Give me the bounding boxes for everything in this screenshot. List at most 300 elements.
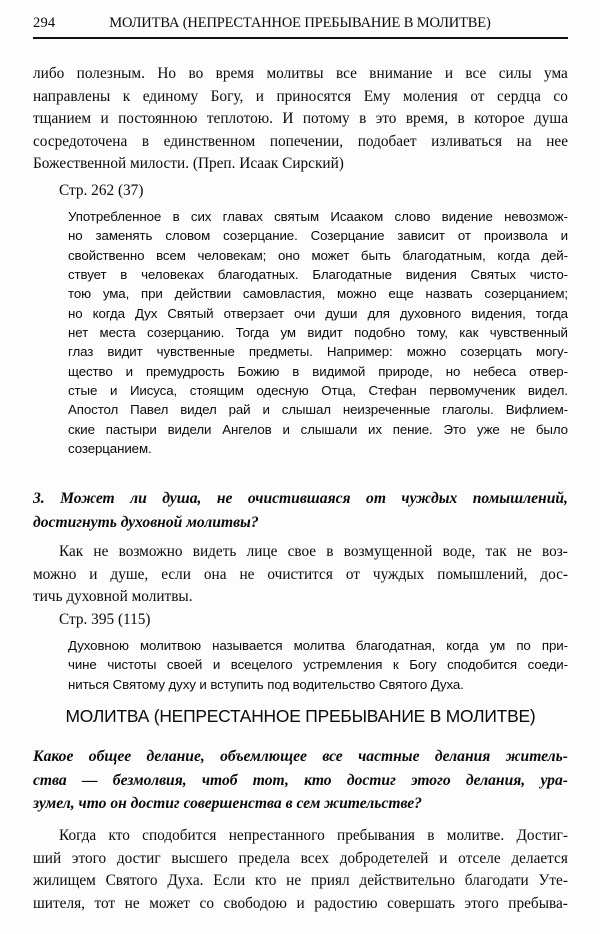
word: молитвою [139,638,201,653]
word: от [457,228,471,244]
quote-line [68,342,568,361]
quotation-block-2 [68,636,568,694]
word: очистившаяся [247,490,351,507]
word: общее [88,748,132,765]
word: и [109,383,118,399]
word: время, [405,110,449,128]
word: Какое [33,748,74,765]
word: благодатным, [402,247,486,263]
word: которое [474,110,525,128]
word: тщанием [33,110,92,128]
word: делается [511,849,568,867]
word: Апостол [68,402,119,418]
word: отвер- [529,363,568,379]
word: к [392,657,399,673]
word: чистоты [107,657,157,673]
word: направлены [33,87,111,105]
word: одесную [256,383,309,399]
word: при [141,286,163,302]
word: духовного [399,305,462,321]
section-title: МОЛИТВА (НЕПРЕСТАННОЕ ПРЕБЫВАНИЕ В МОЛИТВЕ) [65,706,536,726]
word: зависит [397,228,445,244]
word: невозмож- [504,209,568,224]
word: благодатная, [355,638,436,653]
word: может [149,894,190,912]
word: не [516,543,532,560]
heading-line [33,769,568,793]
word: чтоб [201,771,238,789]
word: и [560,228,568,244]
heading-line: зумел, что он достиг совершенства в сем жительстве? [33,795,422,812]
quote-line [68,323,568,342]
word: этого [464,894,499,912]
heading-line: достигнуть духовной молитвы? [33,513,259,531]
word: видения [405,267,457,283]
quote-line: ниться Святому духу и вступить под водительство Святого Духа. [68,676,464,692]
source-reference-text: Стр. 262 (37) [59,182,144,199]
word: ший [33,849,62,867]
word: видение [441,209,493,224]
word: видит [307,325,343,341]
quote-line [68,381,568,400]
word: тому, [416,325,448,341]
word: Например: [326,344,393,360]
word: но [68,305,83,321]
heading-line [33,745,568,769]
word: очи [294,305,316,321]
word: видит [107,344,143,360]
word: свойственно [68,247,145,263]
word: потому [302,110,350,128]
word: во [188,65,204,82]
word: главах [222,209,263,224]
word: душе, [110,565,149,583]
word: к [122,87,131,105]
word: нет [68,325,89,341]
word: — [81,771,98,789]
word: ум [489,638,506,653]
word: чине [68,657,97,673]
text-line [33,131,568,154]
word: совершать [387,894,455,912]
quote-line [68,420,568,439]
word: ум [280,325,296,341]
word: Благодатные [312,267,392,283]
folio-number: 294 [33,15,56,31]
word: от [470,87,485,105]
word: в [359,110,367,128]
word: но [445,363,461,379]
word: и [282,421,290,437]
word: благодати [464,872,529,890]
word: И [282,110,294,128]
word: устремления [303,657,383,673]
word: все [465,65,487,82]
word: достиг [116,849,161,867]
word: чуждых [401,490,458,507]
word: не [124,894,140,912]
word: в [172,209,180,224]
word: Это [443,421,467,437]
word: души [325,305,358,321]
word: можно [33,565,77,583]
text-line [33,63,568,86]
word: единственном [163,132,256,150]
word: нее [546,132,568,150]
word: словом [165,228,211,244]
word: премудрость [145,363,225,379]
word: пребыва- [508,894,568,912]
word: объемлющее [220,748,307,765]
word: самовластия, [242,286,326,302]
word: постоянною [118,110,198,128]
word: ума [544,65,568,82]
word: душа [534,110,568,128]
source-reference-1 [33,180,568,203]
word: свое [287,543,317,560]
question-heading-2 [33,745,568,816]
word: так [485,543,507,560]
word: в [292,363,300,379]
word: своей [166,657,203,673]
word: делания, [465,771,526,789]
word: небеса [473,363,517,379]
word: Употребленное [68,209,162,224]
word: глаголы. [442,402,494,418]
word: ства [33,771,67,789]
word: лице [246,543,278,560]
word: предела [238,849,290,867]
word: всем [156,247,186,263]
word: но [68,228,83,244]
word: тою [68,286,92,302]
word: частные [358,748,420,765]
word: Святый [167,305,214,321]
word: места [99,325,136,341]
word: стые [68,383,98,399]
word: первомученик [429,383,516,399]
text-line [33,108,568,131]
quote-line [68,226,568,245]
text-line [33,564,568,587]
word: высшего [171,849,228,867]
word: если [161,565,191,583]
word: внимание [369,65,433,82]
word: не [286,872,302,890]
word: в [427,827,435,844]
quote-line [68,265,568,284]
word: и [212,657,221,673]
word: созерцанию. [147,325,225,341]
word: ли [130,490,147,507]
word: заменять [95,228,153,244]
word: когда [497,247,530,263]
word: называется [212,638,283,653]
word: их [368,421,382,437]
word: Ему [363,87,391,105]
word: все [335,65,357,82]
word: видимой [312,363,366,379]
word: помышлений, [437,565,528,583]
paragraph-2 [33,541,568,609]
word: подобно [354,325,406,341]
quote-line [68,400,568,419]
quote-line [68,636,568,655]
word: слышал [281,402,331,418]
word: это [375,110,397,128]
word: сих [190,209,212,224]
word: кто [108,827,130,844]
word: не [216,490,233,507]
word: действительно [359,872,455,890]
word: видения, [471,305,526,321]
text-line: Божественной милости. (Преп. Исаак Сирский) [33,155,344,173]
word: Иисуса, [129,383,178,399]
text-line [33,893,568,916]
word: сердца [496,87,541,105]
word: ские [68,421,95,437]
word: отверзает [223,305,284,321]
word: Как [59,543,84,560]
word: в [326,543,334,560]
word: Может [60,490,115,507]
word: отселе [458,849,501,867]
word: молитве. [446,827,505,844]
word: жилищем [33,872,96,890]
word: видел [180,402,217,418]
word: не [239,565,255,583]
word: единому [142,87,199,105]
word: человекам; [197,247,267,263]
word: душа, [162,490,202,507]
word: щество [68,363,113,379]
word: житель- [505,748,568,765]
word: и [255,87,264,105]
word: кто [255,872,277,890]
word: 3. [33,490,45,507]
word: и [439,849,448,867]
word: пребывания [337,827,415,844]
word: стоящим [189,383,244,399]
word: произвола [483,228,548,244]
word: не [510,421,526,437]
word: делание, [146,748,205,765]
word: сподобится [447,657,518,673]
word: чисто- [529,267,568,283]
word: моления [402,87,458,105]
word: слово [394,209,431,224]
source-reference-2 [33,609,568,632]
word: свободою [223,894,287,912]
word: могу- [535,344,568,360]
word: полезным. [76,65,145,82]
word: молитва [293,638,345,653]
word: когда [446,638,479,653]
word: безмолвия, [112,771,187,789]
word: Вифлием- [505,402,568,418]
word: действии [174,286,232,302]
word: Дух [134,305,158,321]
text-line: тичь духовной молитвы. [33,588,193,606]
word: предметы. [248,344,313,360]
word: видеть [192,543,237,560]
quote-line [68,362,568,381]
quote-line [68,207,568,226]
heading-line [33,487,568,511]
word: воде, [442,543,476,560]
paragraph-3 [33,825,568,915]
word: видел. [527,383,568,399]
word: Тогда [235,325,270,341]
word: рай [228,402,251,418]
text-line [33,825,568,848]
word: дос- [540,565,568,583]
word: ствует [68,267,107,283]
word: шителя, [33,894,85,912]
word: непрестанного [228,827,325,844]
word: и [444,65,454,82]
word: со [199,894,214,912]
word: соеди- [527,657,568,673]
word: пение. [392,421,433,437]
word: созерцание. [223,228,298,244]
word: пастыри [105,421,157,437]
word: Отца, [321,383,356,399]
word: Если [213,872,246,890]
word: очистится [267,565,333,583]
word: чувственный [489,325,568,341]
word: можно [337,286,377,302]
word: она [203,565,227,583]
word: со [553,87,568,105]
word: ума, [102,286,130,302]
word: оно [277,247,300,263]
word: от [366,490,386,507]
word: в [120,267,128,283]
word: все [322,748,343,765]
word: Достиг- [516,827,568,844]
word: теплотою. [206,110,273,128]
word: и [100,110,109,128]
word: святым [274,209,320,224]
word: неизреченные [342,402,431,418]
quotation-block-1 [68,207,568,458]
word: добродетелей [339,849,429,867]
word: кто [304,771,332,789]
page-header [33,14,567,36]
word: тогда [535,305,568,321]
word: этого [411,771,451,789]
word: в [457,110,465,128]
word: как [459,325,479,341]
word: благодатных. [217,267,299,283]
word: и [262,402,270,418]
running-title: МОЛИТВА (НЕПРЕСТАННОЕ ПРЕБЫВАНИЕ В МОЛИТВЕ) [109,15,491,31]
quote-line [68,284,568,303]
word: Божию [237,363,280,379]
word: Исааком [330,209,384,224]
header-divider [33,37,568,39]
word: дей- [541,247,568,263]
word: изливаться [431,132,503,150]
word: чувственные [156,344,235,360]
word: от [345,565,360,583]
word: достиг [346,771,396,789]
word: не [93,543,109,560]
word: природе, [378,363,433,379]
word: глаз [68,344,94,360]
word: созерцанием; [484,286,568,302]
quote-line: созерцанием. [68,441,152,457]
word: было [535,421,568,437]
word: воз- [541,543,568,560]
word: Богу [409,657,437,673]
word: уже [476,421,500,437]
word: делания [434,748,491,765]
word: и [296,894,305,912]
word: в [141,132,150,150]
text-line [33,870,568,893]
word: сподобится [142,827,217,844]
word: всех [300,849,330,867]
word: и [125,363,133,379]
word: по [516,638,531,653]
word: Павел [130,402,169,418]
word: Созерцание [310,228,385,244]
quote-line [68,655,568,674]
word: Уте- [538,872,568,890]
word: Святых [470,267,516,283]
word: и [89,565,98,583]
word: силы [498,65,532,82]
word: Но [157,65,177,82]
word: тот [94,894,116,912]
word: помышлений, [472,490,568,507]
word: ура- [540,771,568,789]
quote-line [68,304,568,323]
source-reference-text: Стр. 395 (115) [59,611,151,628]
word: радостию [314,894,378,912]
question-heading-1 [33,487,568,534]
word: Стефан [368,383,417,399]
word: созерцать [460,344,522,360]
word: тот, [252,771,289,789]
word: либо [33,65,65,82]
word: назвать [425,286,473,302]
word: слышали [300,421,358,437]
word: подобает [357,132,417,150]
word: Ангелов [222,421,272,437]
word: Святого [105,872,158,890]
word: приносятся [276,87,352,105]
word: еще [388,286,414,302]
quote-line [68,246,568,265]
word: Когда [59,827,97,844]
text-line [33,848,568,871]
text-line [33,86,568,109]
word: этого [71,849,107,867]
word: при- [541,638,568,653]
word: время [215,65,255,82]
word: на [516,132,532,150]
word: Духовною [68,638,129,653]
word: быть [360,247,391,263]
word: всецелого [230,657,293,673]
text-line [33,541,568,564]
word: Богу, [210,87,244,105]
word: чуждых [372,565,425,583]
word: когда [92,305,125,321]
